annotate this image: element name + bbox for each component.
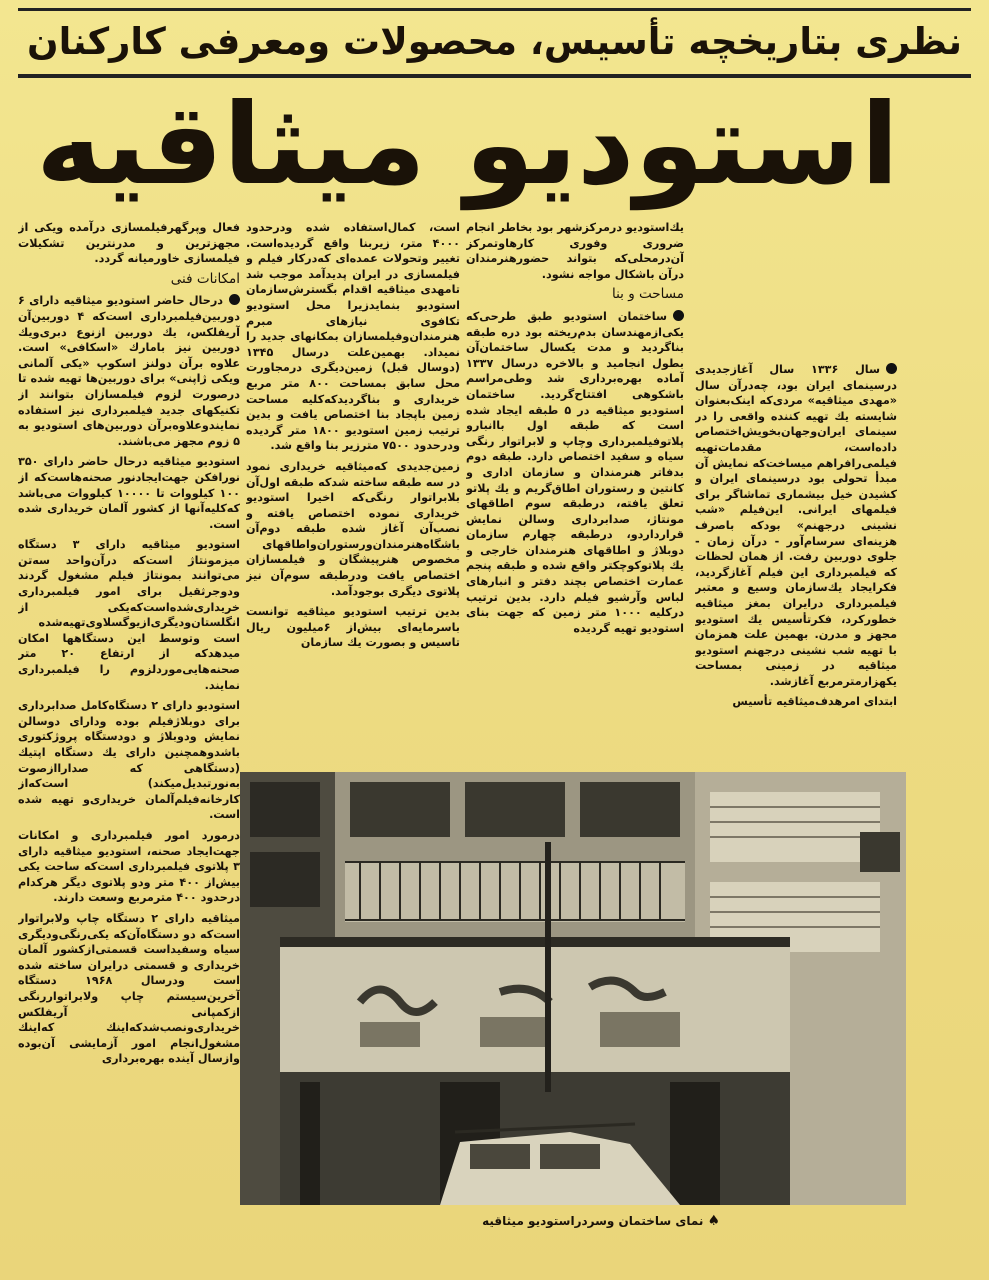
section-title: امکانات فنی xyxy=(170,270,240,287)
bullet-icon xyxy=(886,363,897,374)
bullet-icon xyxy=(229,294,240,305)
photo-caption: ♠نمای ساختمان وسردراستودیو میثاقیه xyxy=(482,1213,720,1229)
article-column-2 xyxy=(466,220,684,750)
paragraph: درمورد امور فیلمبرداری و امکانات جهت‌ایجاد صحنه، استودیو میثاقیه دارای ۳ پلاتوی فیلمبرداری است‌که ساحت یکی بیش‌از ۴۰۰ متر ودو پلاتوی دیگر هرکدام درحدود ۴۰۰ مترمربع وسعت دارند. xyxy=(18,828,240,905)
top-rule xyxy=(18,8,971,11)
article-column-1 xyxy=(695,362,897,757)
paragraph: استودیو میثاقیه دارای ۳ دستگاه میزمونتاژ است‌که درآن‌واحد سه‌تن می‌توانند بمونتاژ فیلم مشغول گردند ودوجرثقیل برای امور فیلمبرداری خریداری‌شده‌است‌که‌یکی از انگلستان‌ودیگری‌ازیوگسلاوی‌تهیه‌شده است وتوسط این دستگاهها امکان میدهد‌که از ارتفاع ۲۰ متر صحنه‌هایی‌موردلزوم را فیلمبرداری نمایند. xyxy=(18,538,240,692)
studio-building-photo xyxy=(240,772,906,1205)
paragraph: درحال حاضر استودیو میثاقیه دارای ۶ دوربین‌فیلمبرداری است‌که ۴ دوربین‌آن آریفلکس، یك دوربین ازنوع دبری‌ویك دوربین نیز بامارك «اسکافی» است. علاوه برآن دولنز اسکوپ «یکی آلمانی ویکی ژاپنی» برای دوربین‌ها تهیه شده تا درصورت لزوم فیلمسازان بتوانند از تکنیکهای جدید فیلمبرداری نیز استفاده نمایندوعلاوه‌برآن دوربین‌های استودیو به ۵ زوم مجهز می‌باشند. xyxy=(18,294,240,448)
building-illustration xyxy=(240,772,906,1205)
paragraph: ساختمان استودیو طبق طرحی‌که یکی‌ازمهندسان بدم‌ریخته بود دره طبقه بناگردید و مدت یکسال ساختمان‌آن بطول انجامید و بالاخره درسال ۱۳۳۷ آماده بهره‌برداری شد وطی‌مراسم باشکوهی افتتاح‌گردید. ساختمان استودیو میثاقیه در ۵ طبقه ایجاد شده است که طبقه اول با‌انبارو پلاتوفیلمبرداری وچاپ و لابراتوار رنگی سیاه و سفید اختصاص دارد. طبقه دوم بدفاتر هنرمندان و سازمان اداری و کانتین و رستوران اطاق‌گریم و یك پلاتو تعلق یافته، درطبقه سوم اطاقهای مونتاژ، صدابرداری وسالن نمایش قرارداردو، درطبقه چهارم سازمان دوبلاژ و اطاقهای هنرمندان خارجی و یك پلاتوکوچکتر واقع شده و طبقه پنجم عمارت اختصاص بچند دفتر و انبارهای لباس وآرشیو فیلم دارد. بدین ترتیب درکلیه ۱۰۰۰ متر زمین که جهت بنای استودیو تهیه گردیده xyxy=(466,309,684,635)
header-rule xyxy=(18,74,971,78)
paragraph: فعال وپرگهرفیلمسازی درآمده ویکی از مجهزترین و مدرنترین تشکیلات فیلمسازی خاورمیانه گردد. xyxy=(18,221,240,266)
bullet-icon xyxy=(673,310,684,321)
subtitle: نظری بتاریخچه تأسیس، محصولات ومعرفی کارکنان xyxy=(27,20,962,63)
section-title: مساحت و بنا xyxy=(611,286,684,303)
paragraph: بدین ترتیب استودیو میثاقیه توانست باسرمایه‌ای بیش‌از ۶میلیون ریال تاسیس و بصورت یك سازمان xyxy=(246,605,460,650)
spade-icon: ♠ xyxy=(707,1213,720,1229)
paragraph: استودیو میثاقیه درحال حاضر دارای ۳۵۰ نورافکن جهت‌ایجادنور صحنه‌هاست‌که از ۱۰۰ کیلووات تا ۱۰۰۰۰ کیلووات می‌باشد که‌کلیه‌آنها از کشور آلمان خریداری شده است. xyxy=(18,455,240,531)
paragraph: یك‌استودیو درمرکزشهر بود بخاطر انجام ضروری وفوری کارهاوتمرکز آن‌درمحلی‌که بتواند حضورهنرمندان درآن باشکال مواجه نشود. xyxy=(466,221,684,281)
paragraph: استودیو دارای ۲ دستگاه‌کامل صدابرداری برای دوبلاژفیلم بوده ودارای دوسالن نمایش ودوبلاژ و دودستگاه پروژکتوری باشدوهمچنین دارای یك دستگاه اپتیك (دستگاهی که صدارا‌ازصوت به‌نورتبدیل‌میکند) است‌که‌از کارخانه‌فیلم‌آلمان خریداری‌و تهیه شده است. xyxy=(18,699,240,822)
headline: استودیو میثاقیه xyxy=(35,80,899,210)
article-column-4 xyxy=(18,220,240,1240)
paragraph: است، کمال‌استفاده شده ودرحدود ۴۰۰۰ متر، زیربنا واقع گردیده‌است. تغییر وتحولات عمده‌ای که‌درکار فیلم و فیلمسازی در ایران پدیدآمد موجب شد تامهدی میثاقیه اقدام بگسترش‌سازمان استودیو بنمایدزیرا محل استودیو تکافوی نیازهای مبرم هنرمندان‌وفیلمسازان بمکانهای جدید را نمیداد. بهمین‌علت درسال ۱۳۴۵ (دوسال قبل) زمین‌دیگری درمجاورت محل سابق بمساحت ۸۰۰ متر مربع خریداری و بناگردیدکه‌کلیه مساحت زمین باپجاد بنا اختصاص یافت و بدین ترتیب زمین استودیو ۱۸۰۰ متر گردیده ودرحدود ۷۵۰۰ مترزیر بنا واقع شد. xyxy=(246,221,460,453)
paragraph: زمین‌جدیدی که‌میثاقیه خریداری نمود در سه طبقه ساخته شدکه طبقه اول‌آن بلابراتوار رنگی‌که اخیرا استودیو خریداری نموده اختصاص یافته و نصب‌آن آغاز شده طبقه دوم‌آن باشگاه‌هنرمندان‌ورستوران‌واطاقهای مخصوص هنرپیشگان و فیلمسازان اختصاص یافت ودرطبقه سوم‌آن نیز پلاتوی دیگری بوجودآمد. xyxy=(246,459,460,598)
article-column-3 xyxy=(246,220,460,750)
paragraph: میثاقیه دارای ۲ دستگاه چاپ ولابراتوار است‌که دو دستگاه‌آن‌که یکی‌رنگی‌ودیگری سیاه وسفیداست قسمتی‌از‌کشور آلمان خریداری و قسمتی درایران ساخته شده است ودرسال ۱۹۶۸ دستگاه آخرین‌سیستم چاپ ولابراتوار‌رنگی ازکمپانی آریفلکس خریداری‌ونصب‌شد‌که‌‌اینك که‌اینك مشغول‌انجام امور آزمایشی آن‌بوده وازسال آینده بهره‌برداری xyxy=(18,911,240,1066)
paragraph: سال ۱۳۳۶ سال آغازجدیدی درسینمای ایران بود، چه‌درآن سال «مهدی میثاقیه» مردی‌که اینک‌بعنوان شایسته یك تهیه کننده واقعی را در سینمای ایران‌وجهان‌بخویش‌اختصاص داده‌است، مقدمات‌تهیه فیلمی‌رافراهم میساخت‌که نمایش آن مبدأ تحولی بود درسینمای ایران و کشیدن خیل بیشماری تماشاگر برای فیلمهای ایرانی. این‌فیلم «شب نشینی درجهنم» بودکه باصرف هزینه‌ای سرسام‌آور - درآن زمان - جلوی دوربین رفت. از همان لحظات که فیلمبرداری این فیلم آغازگردید، فکرایجاد یك‌سازمان وسیع و معتبر فیلمبرداری درایران بمغز میثاقیه خطورکرد، فکرتأسیس یك استودیو مجهز و مدرن. بهمین علت همزمان با تهیه شب نشینی درجهنم استودیو میثاقیه در زمینی بمساحت یکهزارمترمربع آغازشد. xyxy=(695,363,897,688)
paragraph: ابتدای امرهدف‌میثاقیه تأسیس xyxy=(732,695,897,709)
